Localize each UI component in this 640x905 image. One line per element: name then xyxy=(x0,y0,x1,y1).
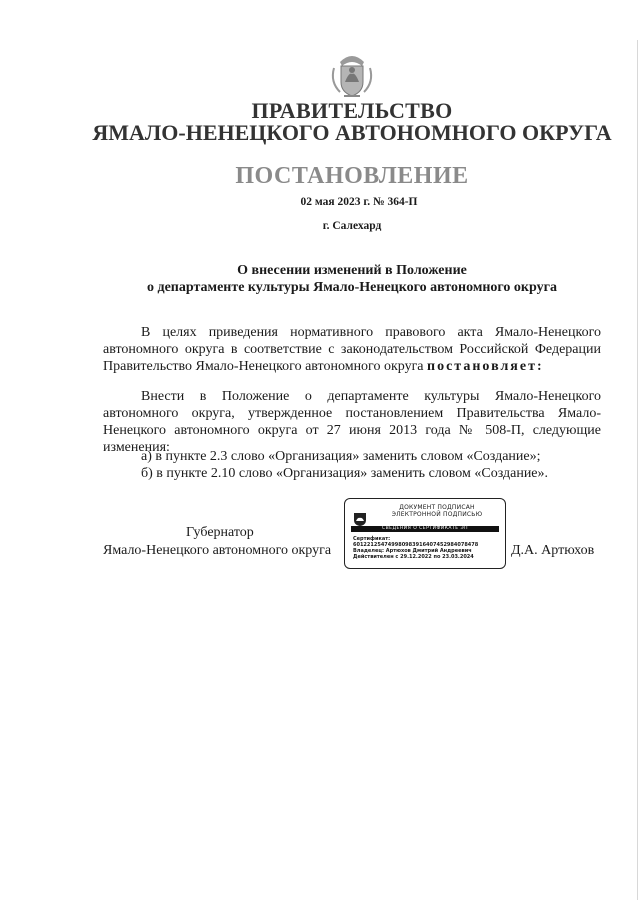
document-subject xyxy=(0,262,640,296)
document-type-heading: ПОСТАНОВЛЕНИЕ xyxy=(235,163,469,189)
electronic-signature-stamp xyxy=(344,498,506,569)
amendment-paragraph xyxy=(103,388,601,456)
amendment-item-b: б) в пункте 2.10 слово «Организация» заменить словом «Создание». xyxy=(141,466,549,481)
stamp-certificate-bar: СВЕДЕНИЯ О СЕРТИФИКАТЕ ЭП xyxy=(351,526,499,532)
amendment-text: Внести в Положение о департаменте культуры Ямало-Ненецкого автономного округа, утвержденное постановлением Правительства Ямало-Ненецкого автономного округа от 27 июня 2013 года № 508-П, следующие изменения: xyxy=(103,389,601,455)
subject-line-1: О внесении изменений в Положение xyxy=(237,263,467,278)
signatory-name: Д.А. Артюхов xyxy=(511,543,595,558)
government-heading: ПРАВИТЕЛЬСТВО xyxy=(251,98,453,123)
subject-line-2: о департаменте культуры Ямало-Ненецкого автономного округа xyxy=(147,280,557,295)
date-and-number: 02 мая 2023 г. № 364-П xyxy=(300,196,418,208)
stamp-owner: Владелец: Артюхов Дмитрий Андреевич xyxy=(353,548,472,554)
preamble-paragraph xyxy=(103,324,601,375)
stamp-validity: Действителен с 29.12.2022 по 23.03.2024 xyxy=(353,554,474,560)
preamble-text: В целях приведения нормативного правового акта Ямало-Ненецкого автономного округа в соответствие с законодательством Российской Федерации Правительство Ямало-Ненецкого автономного округа xyxy=(103,325,601,374)
issue-city: г. Салехард xyxy=(322,220,382,232)
signatory-title: Губернатор xyxy=(186,525,254,540)
stamp-cert-number: 601221254749980983916407452984078478 xyxy=(353,542,479,548)
stamp-heading-line-1: ДОКУМЕНТ ПОДПИСАН xyxy=(399,504,475,511)
okrug-heading: ЯМАЛО-НЕНЕЦКОГО АВТОНОМНОГО ОКРУГА xyxy=(92,120,612,145)
signatory-region: Ямало-Ненецкого автономного округа xyxy=(103,543,332,558)
stamp-cert-label: Сертификат: xyxy=(353,536,391,542)
stamp-heading xyxy=(373,504,501,518)
stamp-heading-line-2: ЭЛЕКТРОННОЙ ПОДПИСЬЮ xyxy=(391,511,483,518)
decree-verb: постановляет: xyxy=(427,359,544,374)
coat-of-arms-icon xyxy=(326,48,378,100)
stamp-emblem-icon xyxy=(351,509,369,527)
amendment-item-a: а) в пункте 2.3 слово «Организация» заменить словом «Создание»; xyxy=(141,449,541,464)
